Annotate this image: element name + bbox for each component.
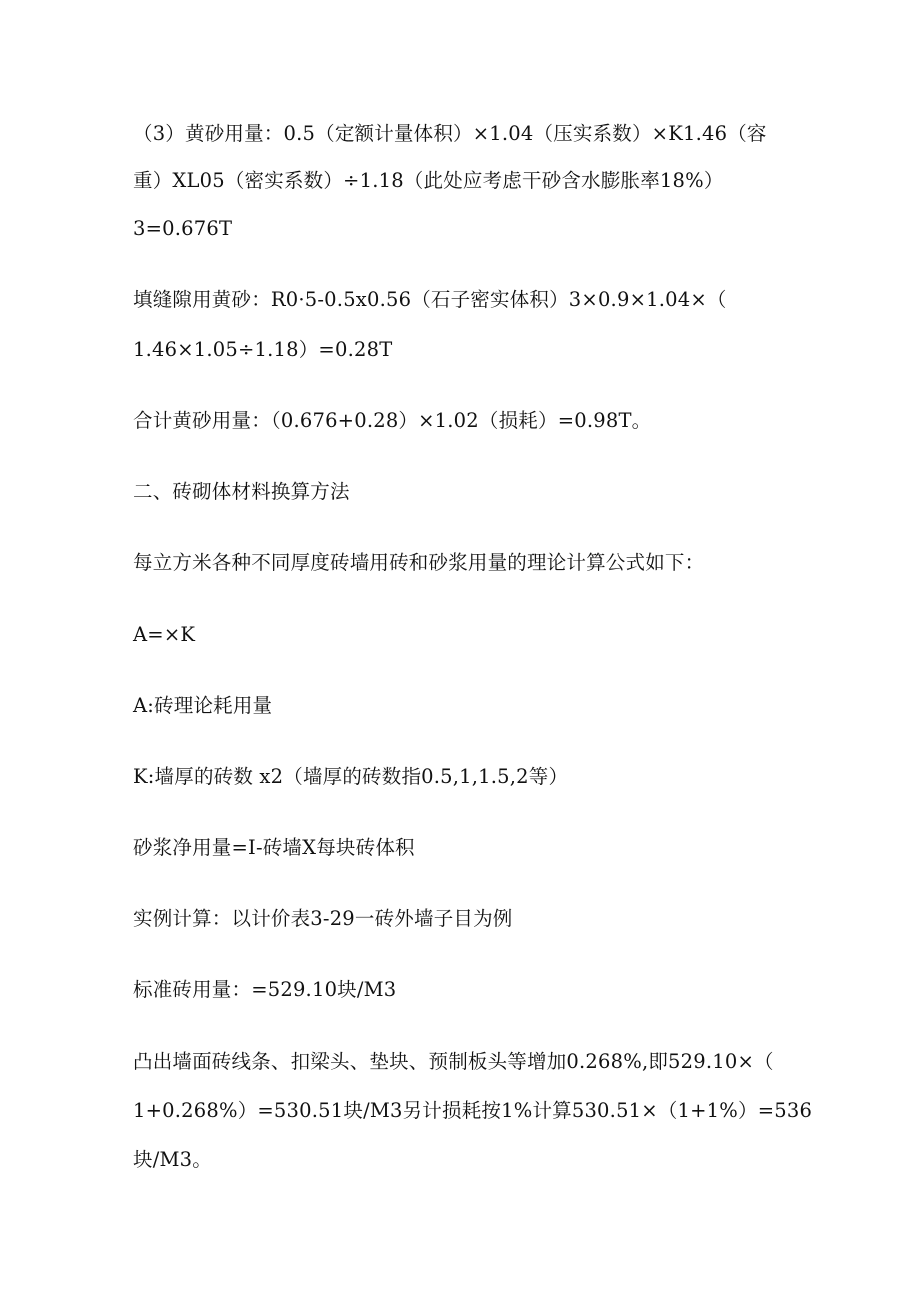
text-line: （3）黄砂用量：0.5（定额计量体积）×1.04（压实系数）×K1.46（容: [133, 122, 767, 145]
text-line: 1.46×1.05÷1.18）=0.28T: [133, 338, 393, 361]
text-line: 每立方米各种不同厚度砖墙用砖和砂浆用量的理论计算公式如下：: [133, 551, 705, 574]
text-line: K:墙厚的砖数 x2（墙厚的砖数指0.5,1,1.5,2等）: [133, 765, 569, 788]
text-line: 合计黄砂用量：（0.676+0.28）×1.02（损耗）=0.98T。: [133, 409, 652, 432]
text-line: 重）XL05（密实系数）÷1.18（此处应考虑干砂含水膨胀率18%）: [133, 169, 724, 192]
formula-line: A=×K: [133, 623, 196, 646]
text-line: 块/M3。: [133, 1148, 212, 1171]
text-line: 凸出墙面砖线条、扣梁头、垫块、预制板头等增加0.268%,即529.10×（: [133, 1050, 774, 1073]
section-heading: 二、砖砌体材料换算方法: [133, 480, 350, 503]
text-line: 标准砖用量：=529.10块/M3: [133, 978, 397, 1001]
text-line: 填缝隙用黄砂：R0·5-0.5x0.56（石子密实体积）3×0.9×1.04×（: [133, 288, 727, 311]
text-line: 砂浆净用量=I-砖墙X每块砖体积: [133, 836, 415, 859]
text-line: 实例计算：以计价表3-29一砖外墙子目为例: [133, 907, 513, 930]
text-line: 1+0.268%）=530.51块/M3另计损耗按1%计算530.51×（1+1%）=536: [133, 1099, 813, 1122]
text-line: A:砖理论耗用量: [133, 694, 273, 717]
text-line: 3=0.676T: [133, 217, 233, 240]
